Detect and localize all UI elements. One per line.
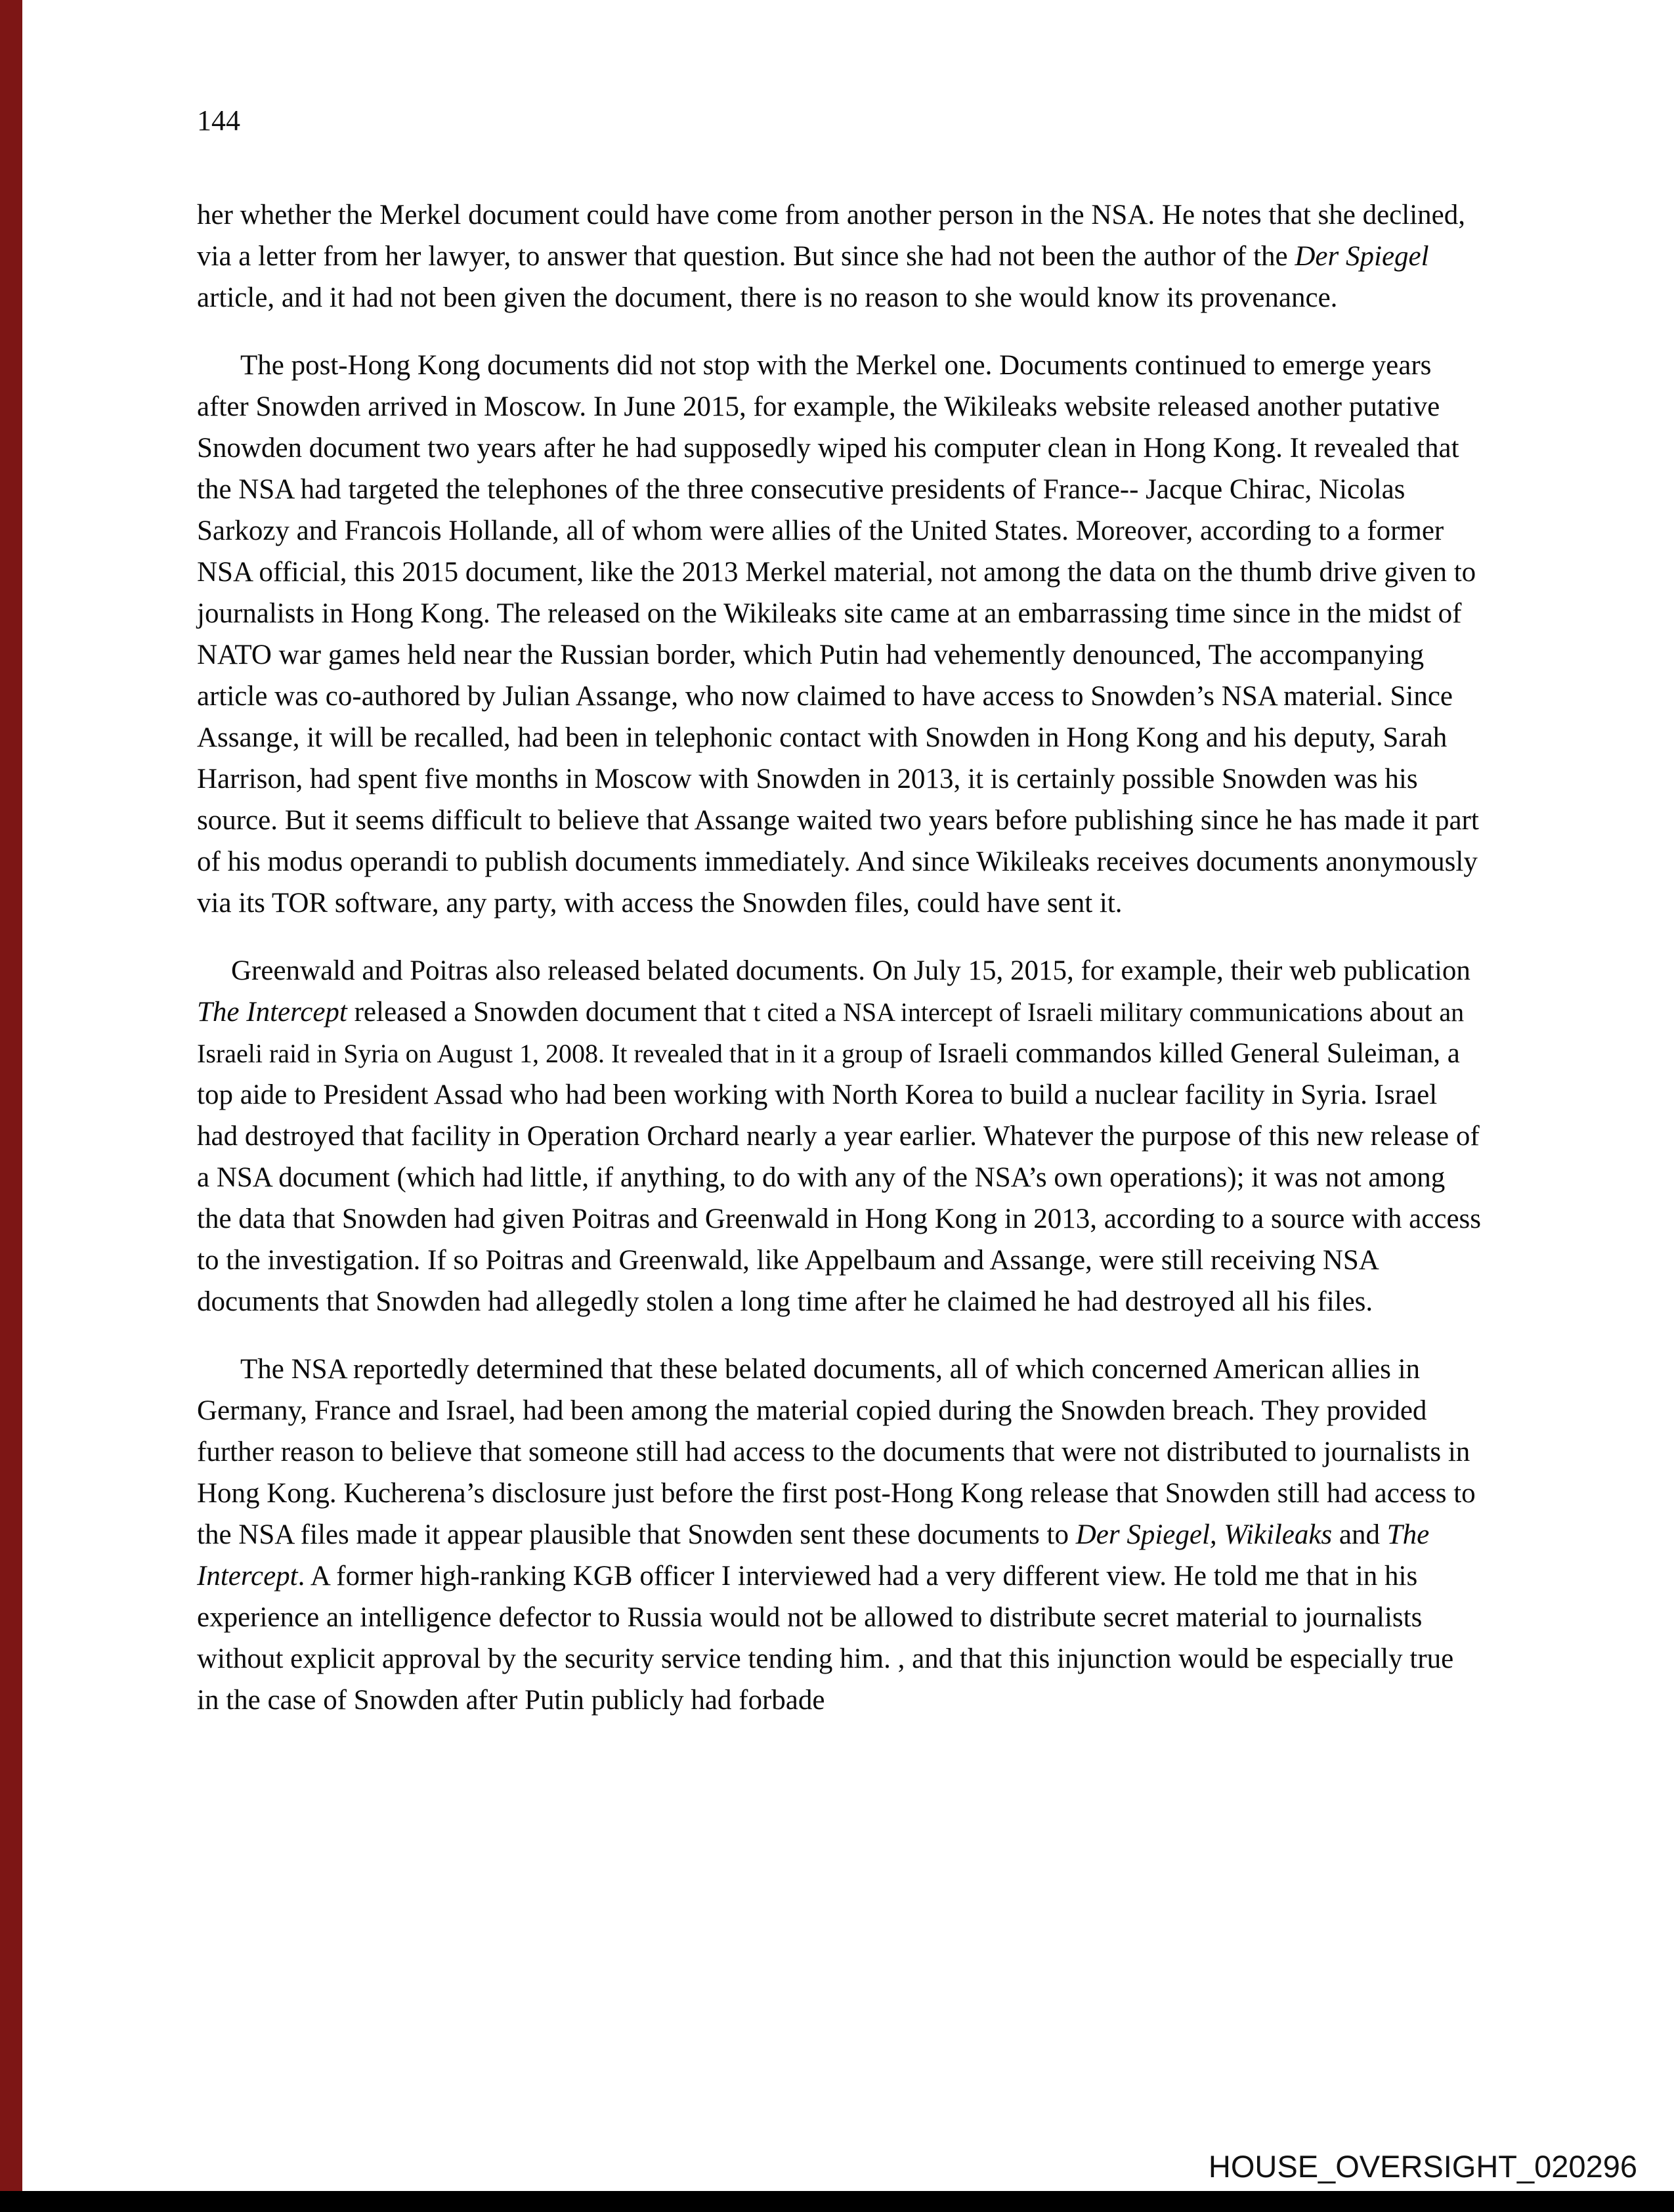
text-segment-italic: Der Spiegel — [1295, 241, 1429, 272]
text-segment: about — [1369, 997, 1440, 1028]
text-segment-italic: Der Spiegel, Wikileaks — [1075, 1519, 1333, 1550]
document-body — [197, 194, 1481, 1747]
text-segment: article, and it had not been given the document, there is no reason to she would know its provenance. — [197, 282, 1338, 313]
page-number: 144 — [197, 104, 240, 137]
text-segment: . A former high-ranking KGB officer I interviewed had a very different view. He told me that in his experience an intelligence defector to Russia would not be allowed to distribute secret material to journalists without explicit approval by the security service tending him. , and that this injunction would be especially true in the case of Snowden after Putin publicly had forbade — [197, 1561, 1454, 1716]
text-segment: Israeli commandos killed General Suleiman, a top aide to President Assad who had been working with North Korea to build a nuclear facility in Syria. Israel had destroyed that facility in Operation Orchard nearly a year earlier. Whatever the purpose of this new release of a NSA document (which had little, if anything, to do with any of the NSA’s own operations); it was not among the data that Snowden had given Poitras and Greenwald in Hong Kong in 2013, according to a source with access to the investigation. If so Poitras and Greenwald, like Appelbaum and Assange, were still receiving NSA documents that Snowden had allegedly stolen a long time after he claimed he had destroyed all his files. — [197, 1038, 1481, 1317]
paragraph-3 — [197, 950, 1481, 1322]
text-segment-small: t cited a NSA intercept of Israeli military communications — [753, 997, 1370, 1027]
text-segment-small: an Israeli raid in Syria on August 1, 2008. It revealed that in it a group of — [197, 997, 1465, 1068]
text-segment: released a Snowden document that — [347, 997, 754, 1028]
paragraph-2 — [197, 345, 1481, 924]
text-segment: and — [1332, 1519, 1387, 1550]
bates-stamp: HOUSE_OVERSIGHT_020296 — [1208, 2149, 1637, 2184]
text-segment: The NSA reportedly determined that these belated documents, all of which concerned American allies in Germany, France and Israel, had been among the material copied during the Snowden breach. They provided further reason to believe that someone still had access to the documents that were not distributed to journalists in Hong Kong. Kucherena’s disclosure just before the first post-Hong Kong release that Snowden still had access to the NSA files made it appear plausible that Snowden sent these documents to — [197, 1354, 1476, 1550]
text-segment: The post-Hong Kong documents did not stop with the Merkel one. Documents continued to emerge years after Snowden arrived in Moscow. In June 2015, for example, the Wikileaks website released another putative Snowden document two years after he had supposedly wiped his computer clean in Hong Kong. It revealed that the NSA had targeted the telephones of the three consecutive presidents of France-- Jacque Chirac, Nicolas Sarkozy and Francois Hollande, all of whom were allies of the United States. Moreover, according to a former NSA official, this 2015 document, like the 2013 Merkel material, not among the data on the thumb drive given to journalists in Hong Kong. The released on the Wikileaks site came at an embarrassing time since in the midst of NATO war games held near the Russian border, which Putin had vehemently denounced, The accompanying article was co-authored by Julian Assange, who now claimed to have access to Snowden’s NSA material. Since Assange, it will be recalled, had been in telephonic contact with Snowden in Hong Kong and his deputy, Sarah Harrison, had spent five months in Moscow with Snowden in 2013, it is certainly possible Snowden was his source. But it seems difficult to believe that Assange waited two years before publishing since he has made it part of his modus operandi to publish documents immediately. And since Wikileaks receives documents anonymously via its TOR software, any party, with access the Snowden files, could have sent it. — [197, 350, 1479, 919]
binding-strip — [0, 0, 22, 2212]
text-segment-italic: The Intercept — [197, 997, 347, 1028]
paragraph-4 — [197, 1349, 1481, 1721]
text-segment-italic: The Intercept — [197, 1519, 1430, 1592]
bottom-scan-bar — [0, 2191, 1674, 2212]
paragraph-1 — [197, 194, 1481, 318]
text-segment: Greenwald and Poitras also released belated documents. On July 15, 2015, for example, their web publication — [231, 955, 1470, 986]
text-segment: her whether the Merkel document could have come from another person in the NSA. He notes that she declined, via a letter from her lawyer, to answer that question. But since she had not been the author of the — [197, 200, 1465, 272]
